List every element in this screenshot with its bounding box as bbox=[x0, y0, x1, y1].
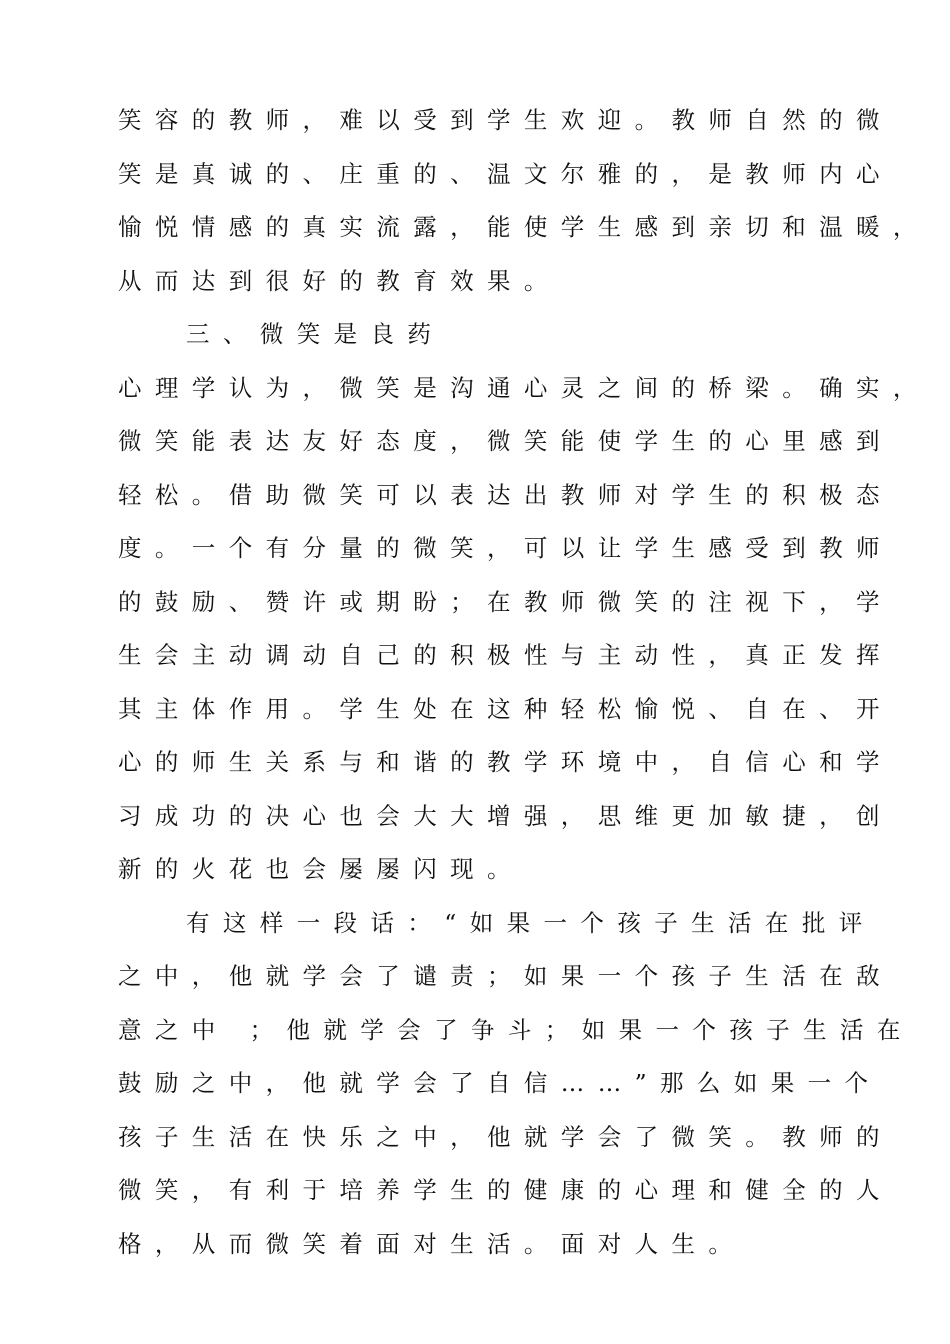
text-line: 生会主动调动自己的积极性与主动性，真正发挥 bbox=[118, 641, 893, 669]
text-line: 从而达到很好的教育效果。 bbox=[118, 266, 561, 295]
text-line: 的鼓励、赞许或期盼；在教师微笑的注视下，学 bbox=[118, 587, 893, 616]
text-line: 笑是真诚的、庄重的、温文尔雅的，是教师内心 bbox=[118, 159, 893, 188]
text-line: 度。一个有分量的微笑，可以让学生感受到教师 bbox=[118, 534, 893, 562]
text-line: 心理学认为，微笑是沟通心灵之间的桥梁。确实， bbox=[118, 373, 930, 402]
text-line: 新的火花也会屡屡闪现。 bbox=[118, 855, 524, 883]
text-line: 格，从而微笑着面对生活。面对人生。 bbox=[118, 1229, 746, 1258]
section-heading: 三、微笑是良药 bbox=[186, 320, 445, 348]
text-line: 心的师生关系与和谐的教学环境中，自信心和学 bbox=[118, 748, 893, 776]
text-line: 孩子生活在快乐之中，他就学会了微笑。教师的 bbox=[118, 1122, 893, 1151]
text-line: 之中，他就学会了谴责；如果一个孩子生活在敌 bbox=[118, 962, 893, 990]
text-line: 有这样一段话：“如果一个孩子生活在批评 bbox=[186, 908, 876, 937]
text-line: 习成功的决心也会大大增强，思维更加敏捷，创 bbox=[118, 801, 893, 830]
text-line: 意之中 ；他就学会了争斗；如果一个孩子生活在 bbox=[118, 1015, 914, 1044]
text-line: 微笑，有利于培养学生的健康的心理和健全的人 bbox=[118, 1176, 893, 1204]
text-line: 微笑能表达友好态度，微笑能使学生的心里感到 bbox=[118, 427, 893, 455]
text-line: 其主体作用。学生处在这种轻松愉悦、自在、开 bbox=[118, 694, 893, 723]
body-text bbox=[118, 94, 930, 1271]
text-line: 愉悦情感的真实流露，能使学生感到亲切和温暖， bbox=[118, 213, 930, 241]
text-line: 笑容的教师，难以受到学生欢迎。教师自然的微 bbox=[118, 106, 893, 134]
text-line: 轻松。借助微笑可以表达出教师对学生的积极态 bbox=[118, 480, 893, 509]
text-line: 鼓励之中，他就学会了自信……”那么如果一个 bbox=[118, 1069, 882, 1097]
